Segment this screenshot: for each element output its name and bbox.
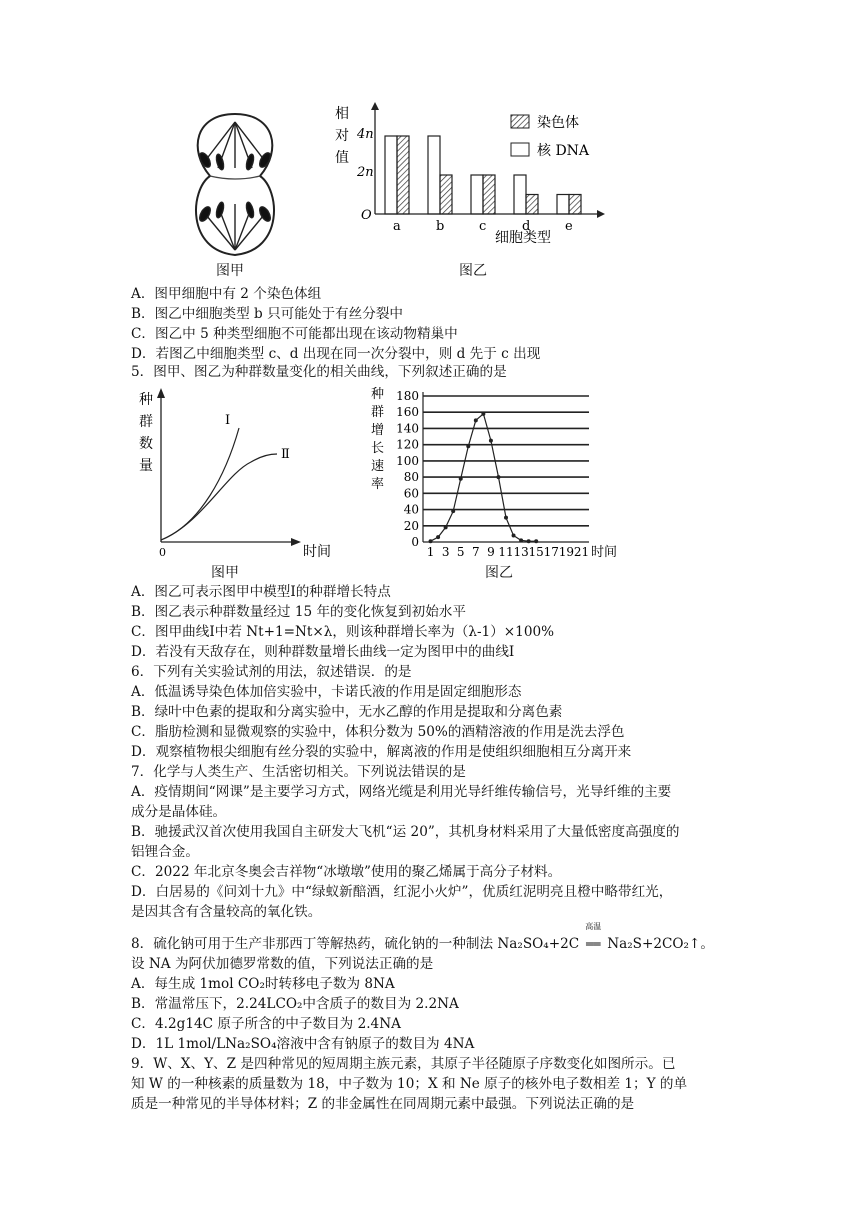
ylabel-char-2: 对: [335, 128, 349, 144]
reaction-arrow: [579, 922, 607, 954]
bar-chromosome-b: [440, 175, 452, 214]
left-ylabel-3: 数: [139, 436, 153, 452]
figure-1: [150, 100, 630, 282]
data-point-5: [459, 477, 463, 481]
xtick-3: 3: [441, 545, 450, 559]
right-ylabel-5: 速: [371, 459, 385, 474]
q7-stem: 7．化学与人类生产、生活密切相关。下列说法错误的是: [131, 764, 466, 780]
ytick-0: 0: [411, 535, 419, 549]
legend-chromosome: 染色体: [537, 115, 579, 131]
q6-option-c: C．脂肪检测和显微观察的实验中，体积分数为 50%的酒精溶液的作用是洗去浮色: [131, 724, 625, 740]
q6-option-d: D．观察植物根尖细胞有丝分裂的实验中，解离液的作用是使组织细胞相互分离开来: [131, 744, 632, 760]
q8-line-1-text: 8．硫化钠可用于生产非那西丁等解热药，硫化钠的一种制法 Na₂SO₄+2C: [131, 936, 580, 952]
q9-line-3: 质是一种常见的半导体材料；Z 的非金属性在同周期元素中最强。下列说法正确的是: [131, 1096, 635, 1112]
right-ylabel-2: 群: [371, 405, 385, 420]
q4-option-a: A．图甲细胞中有 2 个染色体组: [131, 286, 322, 302]
bar-dna-d: [514, 175, 526, 214]
xtick-15: 15: [528, 545, 544, 559]
q5-option-d: D．若没有天敌存在，则种群数量增长曲线一定为图甲中的曲线Ⅰ: [131, 644, 515, 660]
origin-label: O: [361, 208, 372, 223]
ytick-20: 20: [403, 518, 419, 533]
q7-line-3: B．驰援武汉首次使用我国自主研发大飞机“运 20”，其机身材料采用了大量低密度高强度的: [131, 824, 680, 840]
xtick-e: e: [565, 219, 573, 234]
right-ylabel-6: 率: [371, 477, 385, 492]
ytick-160: 160: [396, 405, 419, 420]
q8-option-c: C．4.2g14C 原子所含的中子数目为 2.4NA: [131, 1016, 401, 1032]
ytick-120: 120: [396, 437, 419, 452]
q9-line-2: 知 W 的一种核素的质量数为 18，中子数为 10；X 和 Ne 原子的核外电子数相差 1；Y 的单: [131, 1076, 688, 1092]
xtick-9: 9: [487, 545, 495, 559]
bar-dna-a: [385, 136, 397, 214]
figure-1-bar-chart: [335, 100, 635, 260]
q6-option-b: B．绿叶中色素的提取和分离实验中，无水乙醇的作用是提取和分离色素: [131, 704, 563, 720]
data-point-2: [436, 535, 440, 539]
left-origin: 0: [159, 546, 166, 559]
figure-2-left-caption: 图甲: [211, 565, 239, 581]
left-xlabel: 时间: [303, 544, 331, 560]
data-point-1: [429, 539, 433, 543]
q8-line-1: [131, 922, 714, 954]
figure-1-left-caption: 图甲: [216, 263, 244, 279]
q4-option-b: B．图乙中细胞类型 b 只可能处于有丝分裂中: [131, 306, 404, 322]
data-point-13: [519, 538, 523, 542]
legend-swatch-dna: [511, 143, 529, 156]
xtick-7: 7: [471, 545, 480, 559]
ytick-100: 100: [396, 453, 419, 468]
population-growth-curves: [131, 384, 351, 560]
data-point-3: [444, 525, 448, 529]
ylabel-char-1: 相: [335, 106, 349, 122]
q9-line-1: 9．W、X、Y、Z 是四种常见的短周期主族元素，其原子半径随原子序数变化如图所示。已: [131, 1056, 676, 1072]
q7-line-4: 铝锂合金。: [131, 844, 199, 860]
q8-line-2: 设 NA 为阿伏加德罗常数的值，下列说法正确的是: [131, 956, 434, 972]
q5-option-c: C．图甲曲线Ⅰ中若 Nt+1=Nt×λ，则该种群增长率为（λ-1）×100%: [131, 624, 555, 640]
dividing-cell-diagram: [180, 110, 290, 260]
q4-option-c: C．图乙中 5 种类型细胞不可能都出现在该动物精巢中: [131, 326, 458, 342]
figure-1-right-caption: 图乙: [459, 263, 487, 279]
q6-option-a: A．低温诱导染色体加倍实验中，卡诺氏液的作用是固定细胞形态: [131, 684, 522, 700]
ytick-40: 40: [403, 502, 419, 517]
data-point-9: [489, 439, 493, 443]
curve-ii: [161, 454, 277, 540]
q8-line-1-tail: Na₂S+2CO₂↑。: [607, 936, 714, 952]
reaction-condition: 高温: [585, 922, 602, 931]
left-ylabel-1: 种: [139, 392, 153, 408]
curve-ii-label: Ⅱ: [281, 447, 290, 462]
q8-option-d: D．1L 1mol/LNa₂SO₄溶液中含有钠原子的数目为 4NA: [131, 1036, 475, 1052]
bar-chromosome-e: [569, 195, 581, 215]
ytick-60: 60: [403, 486, 419, 501]
q5-option-a: A．图乙可表示图甲中模型Ⅰ的种群增长特点: [131, 584, 391, 600]
q6-stem: 6．下列有关实验试剂的用法，叙述错误．的是: [131, 664, 412, 680]
left-ylabel-4: 量: [139, 458, 153, 474]
curve-i: [161, 428, 239, 540]
xtick-b: b: [436, 219, 445, 234]
bar-chromosome-d: [526, 195, 538, 215]
data-point-8: [481, 412, 485, 416]
ytick-80: 80: [403, 470, 419, 485]
right-xlabel: 时间: [591, 545, 618, 560]
xtick-c: c: [479, 219, 487, 234]
bar-dna-c: [471, 175, 483, 214]
bar-chromosome-a: [397, 136, 409, 214]
right-ylabel-1: 种: [371, 387, 385, 402]
xtick-a: a: [393, 219, 401, 234]
data-point-6: [466, 444, 470, 448]
bar-dna-e: [557, 195, 569, 215]
bar-dna-b: [428, 136, 440, 214]
data-point-7: [474, 418, 478, 422]
ytick-180: 180: [396, 389, 419, 403]
y-axis-arrow: [371, 102, 379, 110]
ylabel-char-3: 值: [335, 150, 349, 166]
data-point-15: [534, 539, 538, 543]
ytick-140: 140: [396, 421, 419, 436]
data-point-11: [504, 516, 508, 520]
xtick-1: 1: [426, 545, 435, 559]
data-point-10: [496, 475, 500, 479]
q5-option-b: B．图乙表示种群数量经过 15 年的变化恢复到初始水平: [131, 604, 466, 620]
data-point-12: [512, 534, 516, 538]
xtick-d: d: [522, 219, 531, 234]
left-ylabel-2: 群: [139, 414, 153, 430]
ytick-4n: 4n: [357, 127, 374, 142]
legend-dna: 核 DNA: [537, 143, 590, 159]
x-axis-arrow: [597, 210, 605, 218]
q7-line-6: D．白居易的《问刘十九》中“绿蚁新醅酒，红泥小火炉”，优质红泥明亮且橙中略带红光，: [131, 884, 673, 900]
figure-2-right-caption: 图乙: [485, 565, 513, 581]
q8-option-a: A．每生成 1mol CO₂时转移电子数为 8NA: [131, 976, 395, 992]
q8-option-b: B．常温常压下，2.24LCO₂中含质子的数目为 2.2NA: [131, 996, 459, 1012]
q7-line-1: A．疫情期间“网课”是主要学习方式，网络光缆是利用光导纤维传输信号，光导纤维的主要: [131, 784, 672, 800]
xtick-17: 17: [543, 545, 559, 559]
equals-sign-icon: ══: [585, 937, 601, 951]
right-ylabel-3: 增: [371, 423, 385, 438]
xtick-13: 13: [513, 545, 529, 559]
right-ylabel-4: 长: [371, 441, 385, 456]
q4-option-d: D．若图乙中细胞类型 c、d 出现在同一次分裂中，则 d 先于 c 出现: [131, 346, 541, 362]
data-point-14: [527, 539, 531, 543]
xtick-21: 21: [573, 545, 590, 559]
figure-2: [131, 384, 631, 580]
data-point-4: [451, 509, 455, 513]
bar-chromosome-c: [483, 175, 495, 214]
q7-line-5: C．2022 年北京冬奥会吉祥物“冰墩墩”使用的聚乙烯属于高分子材料。: [131, 864, 562, 880]
curve-i-label: Ⅰ: [225, 413, 231, 428]
q5-stem: 5．图甲、图乙为种群数量变化的相关曲线，下列叙述正确的是: [131, 364, 507, 380]
xtick-11: 11: [498, 545, 514, 559]
xlabel: 细胞类型: [495, 230, 551, 246]
growth-rate-chart: [367, 384, 631, 564]
xtick-19: 19: [558, 545, 575, 559]
q7-line-2: 成分是晶体硅。: [131, 804, 227, 820]
legend-swatch-chromosome: [511, 115, 529, 128]
q7-line-7: 是因其含有含量较高的氧化铁。: [131, 904, 322, 920]
ytick-2n: 2n: [357, 165, 374, 180]
xtick-5: 5: [456, 545, 465, 559]
